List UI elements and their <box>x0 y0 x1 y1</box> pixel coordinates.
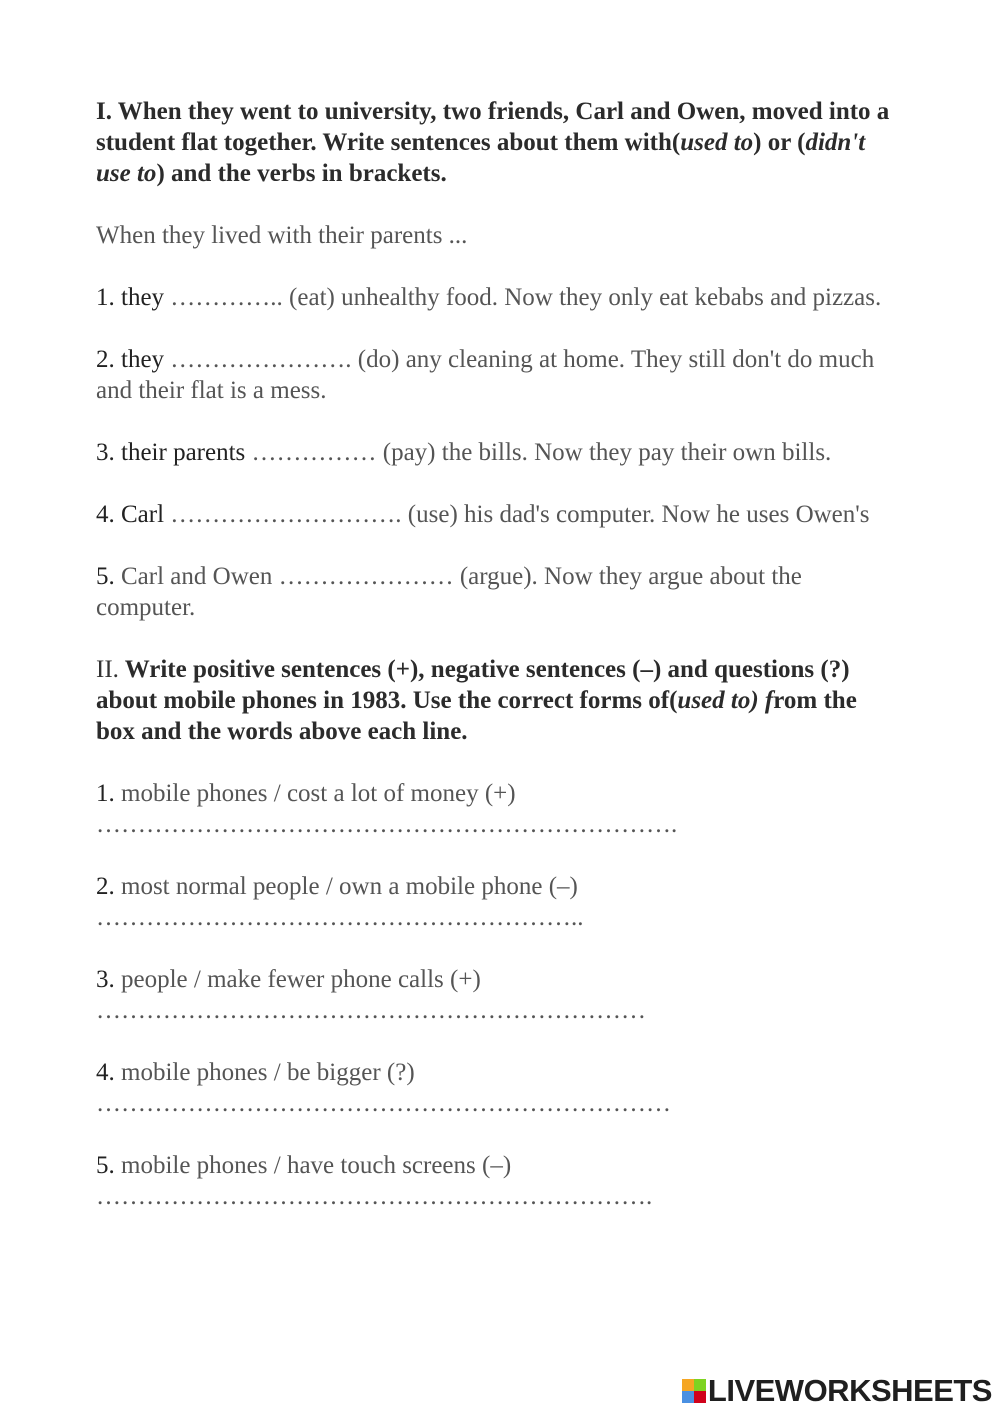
answer-line[interactable]: …………………………………………………………… <box>96 1090 671 1117</box>
exercise-1-item-3: 3. their parents …………… (pay) the bills. Now they pay their own bills. <box>96 439 832 466</box>
exercise-2-item-1: 1. mobile phones / cost a lot of money (+) ……………………………………………………………. <box>96 778 896 840</box>
worksheet-page <box>96 96 896 1212</box>
logo-square <box>682 1379 694 1391</box>
exercise-2-item-3: 3. people / make fewer phone calls (+) ………………………………………………………… <box>96 964 896 1026</box>
section-2-heading: II. Write positive sentences (+), negative sentences (–) and questions (?) about mobile phones in 1983. Use the correct forms of(used to) from the box and the words above each line. <box>96 656 857 745</box>
answer-line[interactable]: ………………………………………………….. <box>96 904 584 931</box>
answer-blank[interactable]: ………………… <box>272 563 460 590</box>
answer-blank[interactable]: …………………. <box>164 346 358 373</box>
answer-blank[interactable]: …………… <box>245 439 383 466</box>
exercise-2-item-4: 4. mobile phones / be bigger (?) …………………………………………………………… <box>96 1057 896 1119</box>
answer-line[interactable]: ……………………………………………………………. <box>96 811 678 838</box>
answer-line[interactable]: ………………………………………………………… <box>96 997 646 1024</box>
exercise-1-item-5: 5. Carl and Owen ………………… (argue). Now they argue about the computer. <box>96 563 802 621</box>
liveworksheets-brand <box>682 1373 992 1408</box>
logo-square <box>682 1391 694 1403</box>
answer-blank[interactable]: ………………………. <box>164 501 408 528</box>
brand-name: LIVEWORKSHEETS <box>707 1373 992 1408</box>
exercise-2-item-2: 2. most normal people / own a mobile phone (–) ………………………………………………….. <box>96 871 896 933</box>
answer-blank[interactable]: ………….. <box>164 284 290 311</box>
exercise-1-item-2: 2. they …………………. (do) any cleaning at home. They still don't do much and their flat is a mess. <box>96 346 875 404</box>
liveworksheets-logo-icon <box>682 1379 706 1403</box>
logo-square <box>694 1379 706 1391</box>
exercise-1-item-1: 1. they ………….. (eat) unhealthy food. Now they only eat kebabs and pizzas. <box>96 284 882 311</box>
exercise-2-item-5: 5. mobile phones / have touch screens (–) …………………………………………………………. <box>96 1150 896 1212</box>
answer-line[interactable]: …………………………………………………………. <box>96 1183 653 1210</box>
section-1-intro: When they lived with their parents ... <box>96 222 468 249</box>
logo-square <box>694 1391 706 1403</box>
section-1-heading: I. When they went to university, two friends, Carl and Owen, moved into a student flat together. Write sentences about them with(used to) or (didn't use to) and the verbs in brackets. <box>96 98 890 187</box>
exercise-1-item-4: 4. Carl ………………………. (use) his dad's computer. Now he uses Owen's <box>96 501 870 528</box>
